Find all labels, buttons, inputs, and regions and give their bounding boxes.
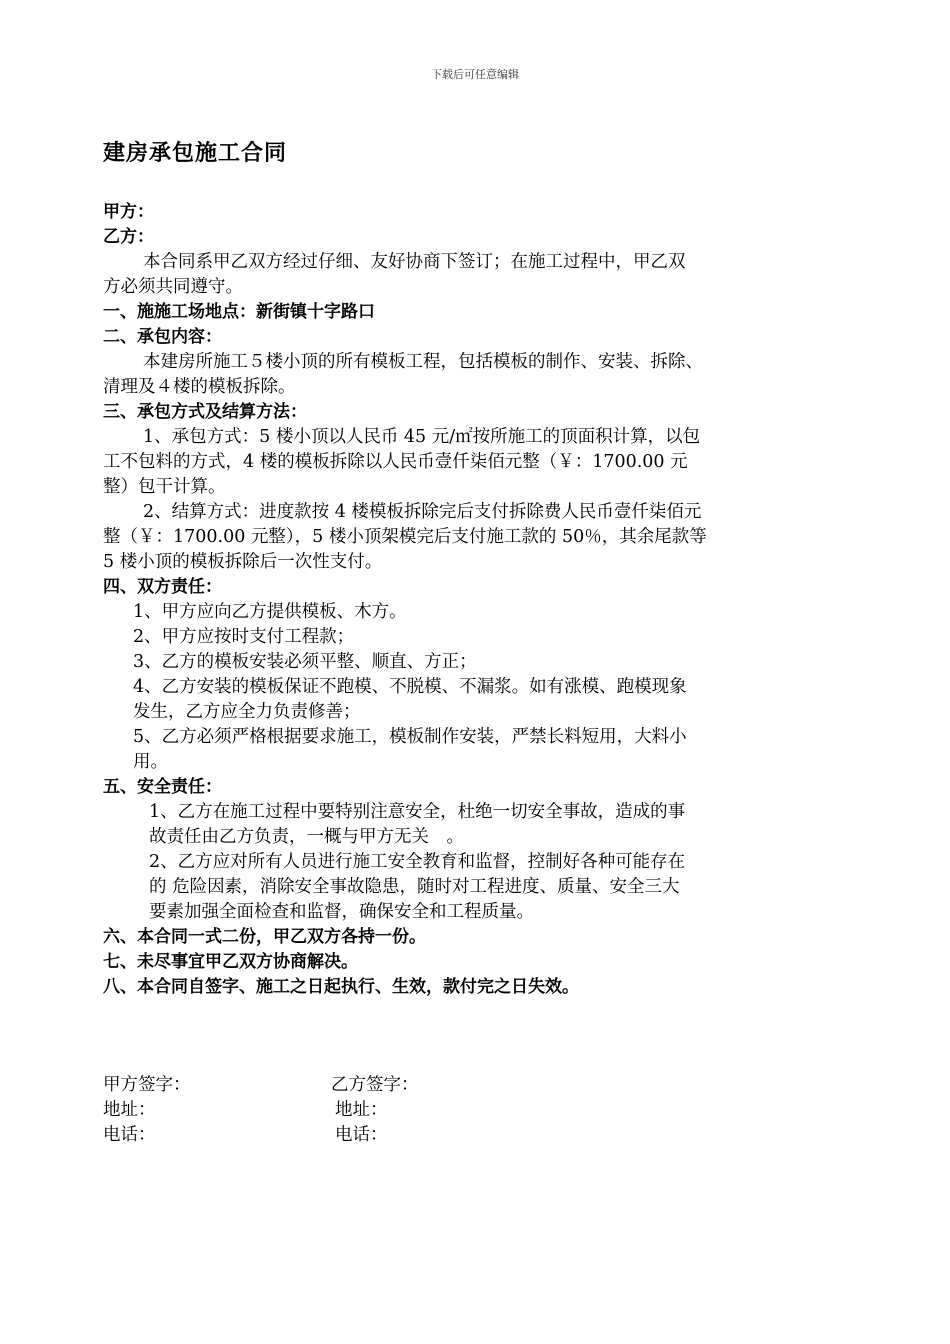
section-1-heading: 一、施施工场地点：新街镇十字路口 [103,302,375,322]
section-8-heading: 八、本合同自签字、施工之日起执行、生效，款付完之日失效。 [103,977,579,997]
section-6-heading: 六、本合同一式二份，甲乙双方各持一份。 [103,927,426,947]
section-5-item: 的 危险因素，消除安全事故隐患，随时对工程进度、质量、安全三大 [149,877,680,897]
section-3-para-2: 5 楼小顶的模板拆除后一次性支付。 [103,552,383,572]
party-b-signature-label: 乙方签字： [331,1075,419,1095]
party-b-label: 乙方： [103,227,154,247]
section-5-item: 2、乙方应对所有人员进行施工安全教育和监督，控制好各种可能存在 [149,852,686,872]
party-a-address-label: 地址： [103,1100,156,1120]
section-4-item: 1、甲方应向乙方提供模板、木方。 [133,602,407,622]
section-3-heading: 三、承包方式及结算方法： [103,402,307,422]
section-3-para-1: 整）包干计算。 [103,477,226,497]
section-4-item: 2、甲方应按时支付工程款； [133,627,355,647]
page-header: 下载后可任意编辑 [431,68,519,81]
party-b-address-label: 地址： [335,1100,388,1120]
section-7-heading: 七、未尽事宜甲乙双方协商解决。 [103,952,358,972]
section-3-para-1: 工不包料的方式，4 楼的模板拆除以人民币壹仟柒佰元整（￥：1700.00 元 [103,452,688,472]
document-title: 建房承包施工合同 [103,141,288,166]
section-4-item: 4、乙方安装的模板保证不跑模、不脱模、不漏浆。如有涨模、跑模现象 [133,677,687,697]
section-4-item: 5、乙方必须严格根据要求施工，模板制作安装，严禁长料短用，大料小 [133,727,687,747]
section-5-item: 要素加强全面检查和监督，确保安全和工程质量。 [149,902,534,922]
section-2-text: 清理及４楼的模板拆除。 [103,377,296,397]
section-4-item: 发生，乙方应全力负责修善； [133,702,361,722]
section-4-item: 3、乙方的模板安装必须平整、顺直、方正； [133,652,477,672]
party-a-label: 甲方： [103,202,154,222]
section-4-heading: 四、双方责任： [103,577,222,597]
section-4-item: 用。 [133,752,168,772]
section-3-para-1: 1、承包方式：5 楼小顶以人民币 45 元/㎡按所施工的顶面积计算，以包 [143,427,701,447]
section-2-text: 本建房所施工５楼小顶的所有模板工程，包括模板的制作、安装、拆除、 [143,352,703,372]
section-5-heading: 五、安全责任： [103,777,222,797]
section-5-item: 故责任由乙方负责，一概与甲方无关 。 [149,827,464,847]
section-3-para-2: 整（￥：1700.00 元整），5 楼小顶架模完后支付施工款的 50％，其余尾款等 [103,527,707,547]
party-a-signature-label: 甲方签字： [103,1075,191,1095]
section-2-heading: 二、承包内容： [103,327,222,347]
contract-body [103,200,855,1000]
section-5-item: 1、乙方在施工过程中要特别注意安全，杜绝一切安全事故，造成的事 [149,802,686,822]
party-a-phone-label: 电话： [103,1125,156,1145]
intro-line: 方必须共同遵守。 [103,277,243,297]
intro-line: 本合同系甲乙双方经过仔细、友好协商下签订；在施工过程中，甲乙双 [143,252,686,272]
section-3-para-2: 2、结算方式：进度款按 4 楼模板拆除完后支付拆除费人民币壹仟柒佰元 [143,502,702,522]
party-b-phone-label: 电话： [335,1125,388,1145]
signature-block [103,1073,803,1148]
